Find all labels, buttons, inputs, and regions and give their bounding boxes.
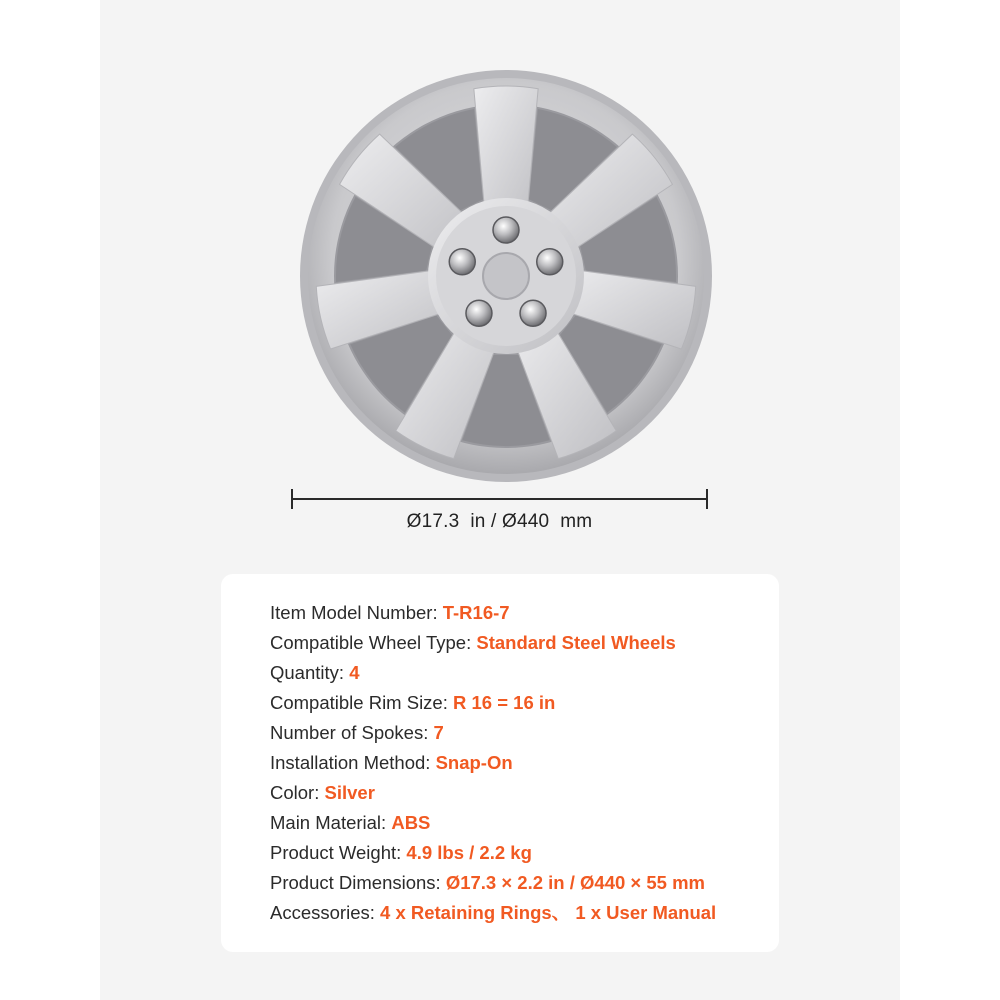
lug-nut [493,217,519,243]
spec-row [270,718,716,748]
spec-label: Item Model Number: [270,602,443,623]
spec-label: Color: [270,782,325,803]
spec-row [270,898,716,928]
spec-value: ABS [391,812,431,833]
dimension-line [291,498,708,500]
spec-value: R 16 = 16 in [453,692,556,713]
spec-row [270,808,716,838]
spec-value: 4 [349,662,360,683]
spec-row [270,658,716,688]
spec-list [270,598,716,928]
spec-row [270,838,716,868]
lug-nut [449,249,475,275]
dimension-tick-right [706,489,708,509]
spec-row [270,598,716,628]
lug-nut [537,249,563,275]
spec-label: Product Dimensions: [270,872,446,893]
spec-label: Main Material: [270,812,392,833]
lug-nut [466,300,492,326]
spec-label: Compatible Rim Size: [270,692,454,713]
spec-label: Accessories: [270,902,381,923]
dimension-label: Ø17.3 in / Ø440 mm [406,511,593,532]
spec-label: Quantity: [270,662,350,683]
spec-label: Installation Method: [270,752,436,773]
spec-label: Compatible Wheel Type: [270,632,477,653]
spec-value: 4.9 lbs / 2.2 kg [406,842,532,863]
spec-row [270,628,716,658]
center-cap [483,253,529,299]
spec-value: Snap-On [435,752,513,773]
spec-row [270,748,716,778]
spec-label: Product Weight: [270,842,407,863]
spec-value: Standard Steel Wheels [476,632,676,653]
spec-value: Silver [324,782,375,803]
lug-nut [520,300,546,326]
spec-row [270,868,716,898]
spec-value: 4 x Retaining Rings、 1 x User Manual [380,902,717,923]
wheel-cover-image [296,66,716,486]
spec-row [270,688,716,718]
spec-value: 7 [433,722,444,743]
spec-row [270,778,716,808]
spec-value: Ø17.3 × 2.2 in / Ø440 × 55 mm [445,872,705,893]
spec-value: T-R16-7 [442,602,510,623]
spec-label: Number of Spokes: [270,722,434,743]
